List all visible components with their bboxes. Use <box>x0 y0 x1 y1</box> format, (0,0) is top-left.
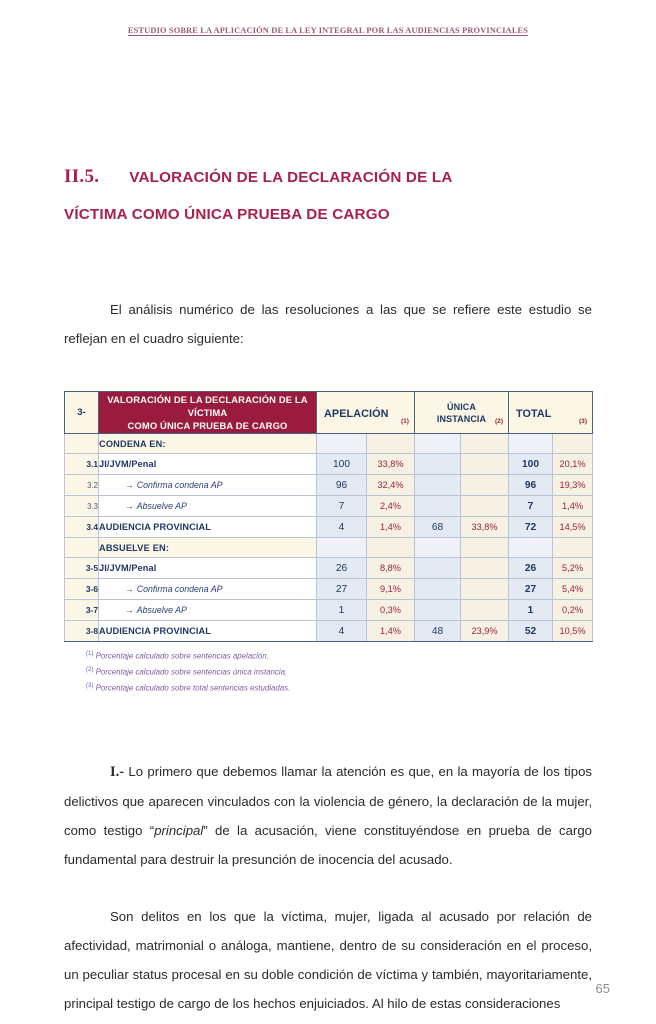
row-number: 3.1 <box>65 454 99 475</box>
row-number: 3.4 <box>65 517 99 538</box>
cell-total-count: 26 <box>509 558 553 579</box>
table-row <box>65 600 593 621</box>
cell-apelacion-count: 4 <box>317 621 367 642</box>
cell-apelacion-pct: 32,4% <box>367 475 415 496</box>
section-blank-cell <box>461 538 509 558</box>
paragraph-1 <box>64 757 592 874</box>
row-label <box>99 579 317 600</box>
column-group-apelacion-label: APELACIÓN <box>324 407 389 420</box>
paragraph-1-italic: principal <box>154 823 204 839</box>
cell-unica-pct <box>461 496 509 517</box>
cell-apelacion-count: 7 <box>317 496 367 517</box>
row-number: 3.2 <box>65 475 99 496</box>
section-label-condena: CONDENA EN: <box>99 434 317 454</box>
row-label <box>99 496 317 517</box>
cell-total-pct: 1,4% <box>553 496 593 517</box>
cell-apelacion-count: 26 <box>317 558 367 579</box>
row-label-text: Absuelve AP <box>136 605 187 615</box>
cell-apelacion-pct: 8,8% <box>367 558 415 579</box>
arrow-icon: → <box>125 480 134 490</box>
cell-unica-count <box>415 558 461 579</box>
section-blank-cell <box>367 538 415 558</box>
table-section-row <box>65 434 593 454</box>
column-group-total <box>509 392 593 434</box>
cell-total-count: 96 <box>509 475 553 496</box>
arrow-icon: → <box>125 584 134 594</box>
row-label <box>99 475 317 496</box>
row-number: 3.3 <box>65 496 99 517</box>
footnote-marker-1: (1) <box>86 650 94 657</box>
table-row <box>65 621 593 642</box>
paragraph-1-lead-suffix: .- <box>115 764 125 781</box>
section-blank-cell <box>461 434 509 454</box>
cell-total-count: 1 <box>509 600 553 621</box>
table-row <box>65 475 593 496</box>
section-blank-cell <box>367 434 415 454</box>
table-row <box>65 454 593 475</box>
column-group-total-note: (3) <box>578 418 588 425</box>
row-label: JI/JVM/Penal <box>99 454 317 475</box>
intro-paragraph: El análisis numérico de las resoluciones a las que se refiere este estudio se reflejan en el cuadro siguiente: <box>64 302 592 346</box>
cell-unica-pct <box>461 600 509 621</box>
paragraph-2: Son delitos en los que la víctima, mujer, ligada al acusado por relación de afectividad, matrimonial o análoga, mantiene, dentro de su consideración en el proceso, un peculiar status procesal en su doble condición de víctima y también, mayoritariamente, principal testigo de cargo de los hechos enjuiciados. Al hilo de estas consideraciones <box>64 909 592 1012</box>
column-group-unica-label-line2: INSTANCIA <box>436 413 487 424</box>
cell-unica-pct: 33,8% <box>461 517 509 538</box>
arrow-icon: → <box>125 501 134 511</box>
cell-total-count: 100 <box>509 454 553 475</box>
page-number: 65 <box>595 981 610 996</box>
cell-unica-pct <box>461 475 509 496</box>
cell-total-pct: 20,1% <box>553 454 593 475</box>
cell-apelacion-pct: 1,4% <box>367 621 415 642</box>
table-section-row <box>65 538 593 558</box>
paragraph-1-text-before: Lo primero que debemos llamar la atención es que, en la mayoría de los tipos delictivos que aparecen vinculados con la violencia de género, la declaración de la mujer, como testigo “ <box>64 764 592 839</box>
running-head: ESTUDIO SOBRE LA APLICACIÓN DE LA LEY INTEGRAL POR LAS AUDIENCIAS PROVINCIALES <box>127 26 529 35</box>
table-corner-label: 3- <box>65 392 99 434</box>
statistics-table <box>64 391 593 642</box>
table-row <box>65 496 593 517</box>
section-title-line1: VALORACIÓN DE LA DECLARACIÓN DE LA <box>129 169 453 186</box>
row-label: AUDIENCIA PROVINCIAL <box>99 517 317 538</box>
row-label-text: Confirma condena AP <box>136 480 223 490</box>
paragraph-1-text-after: ” de la acusación, viene constituyéndose en prueba de cargo fundamental para destruir la presunción de inocencia del acusado. <box>64 823 592 868</box>
cell-total-count: 72 <box>509 517 553 538</box>
section-row-num-blank <box>65 434 99 454</box>
table-row <box>65 558 593 579</box>
cell-total-count: 27 <box>509 579 553 600</box>
row-label: AUDIENCIA PROVINCIAL <box>99 621 317 642</box>
cell-apelacion-pct: 2,4% <box>367 496 415 517</box>
cell-apelacion-count: 4 <box>317 517 367 538</box>
section-row-num-blank <box>65 538 99 558</box>
cell-unica-count <box>415 579 461 600</box>
column-group-unica-instancia <box>415 392 509 434</box>
table-title-line1: VALORACIÓN DE LA DECLARACIÓN DE LA VÍCTIMA <box>107 394 308 418</box>
footnote-text-1: Porcentaje calculado sobre sentencias apelación. <box>95 651 269 661</box>
cell-total-pct: 19,3% <box>553 475 593 496</box>
footnote-text-2: Porcentaje calculado sobre sentencias única instancia. <box>95 667 288 677</box>
column-group-total-label: TOTAL <box>516 407 552 420</box>
section-blank-cell <box>553 434 593 454</box>
table-footnotes <box>64 647 592 695</box>
paragraph-1-roman: I <box>110 764 116 781</box>
footnote-marker-3: (3) <box>86 682 94 690</box>
footnote-2 <box>86 663 592 679</box>
table-title-line2: COMO ÚNICA PRUEBA DE CARGO <box>127 420 288 431</box>
footnote-text-3: Porcentaje calculado sobre total sentencias estudiadas. <box>95 683 291 693</box>
section-label-absuelve: ABSUELVE EN: <box>99 538 317 558</box>
section-blank-cell <box>553 538 593 558</box>
cell-total-count: 52 <box>509 621 553 642</box>
footnote-1 <box>86 647 592 663</box>
row-label: JI/JVM/Penal <box>99 558 317 579</box>
row-label <box>99 600 317 621</box>
cell-total-pct: 5,4% <box>553 579 593 600</box>
section-blank-cell <box>317 434 367 454</box>
column-group-apelacion <box>317 392 415 434</box>
statistics-table-wrapper <box>64 391 592 695</box>
cell-unica-pct <box>461 579 509 600</box>
cell-total-count: 7 <box>509 496 553 517</box>
footnote-3 <box>86 679 592 695</box>
section-blank-cell <box>415 434 461 454</box>
cell-unica-pct <box>461 454 509 475</box>
cell-apelacion-count: 96 <box>317 475 367 496</box>
cell-unica-count: 68 <box>415 517 461 538</box>
section-blank-cell <box>317 538 367 558</box>
row-number: 3-8 <box>65 621 99 642</box>
row-number: 3-7 <box>65 600 99 621</box>
table-row <box>65 579 593 600</box>
cell-total-pct: 5,2% <box>553 558 593 579</box>
row-label-text: Absuelve AP <box>136 501 187 511</box>
cell-apelacion-count: 1 <box>317 600 367 621</box>
cell-total-pct: 0,2% <box>553 600 593 621</box>
cell-apelacion-pct: 9,1% <box>367 579 415 600</box>
table-header-row <box>65 392 593 434</box>
section-blank-cell <box>509 538 553 558</box>
cell-apelacion-pct: 33,8% <box>367 454 415 475</box>
cell-unica-count: 48 <box>415 621 461 642</box>
section-heading <box>64 158 592 233</box>
cell-apelacion-pct: 0,3% <box>367 600 415 621</box>
cell-total-pct: 14,5% <box>553 517 593 538</box>
cell-unica-count <box>415 496 461 517</box>
page-content <box>64 0 592 1018</box>
section-number: II.5. <box>64 166 100 187</box>
section-blank-cell <box>415 538 461 558</box>
row-number: 3-6 <box>65 579 99 600</box>
cell-unica-count <box>415 600 461 621</box>
table-row <box>65 517 593 538</box>
cell-total-pct: 10,5% <box>553 621 593 642</box>
cell-apelacion-pct: 1,4% <box>367 517 415 538</box>
footnote-marker-2: (2) <box>86 666 94 674</box>
cell-apelacion-count: 100 <box>317 454 367 475</box>
cell-apelacion-count: 27 <box>317 579 367 600</box>
column-group-unica-note: (2) <box>494 418 504 425</box>
section-title-line2: VÍCTIMA COMO ÚNICA PRUEBA DE CARGO <box>64 206 390 223</box>
cell-unica-pct <box>461 558 509 579</box>
arrow-icon: → <box>125 605 134 615</box>
column-group-apelacion-note: (1) <box>400 418 409 425</box>
row-number: 3-5 <box>65 558 99 579</box>
cell-unica-pct: 23,9% <box>461 621 509 642</box>
column-group-unica-label-line1: ÚNICA <box>447 401 476 412</box>
section-blank-cell <box>509 434 553 454</box>
table-title-cell <box>99 392 317 434</box>
cell-unica-count <box>415 475 461 496</box>
row-label-text: Confirma condena AP <box>136 584 223 594</box>
cell-unica-count <box>415 454 461 475</box>
